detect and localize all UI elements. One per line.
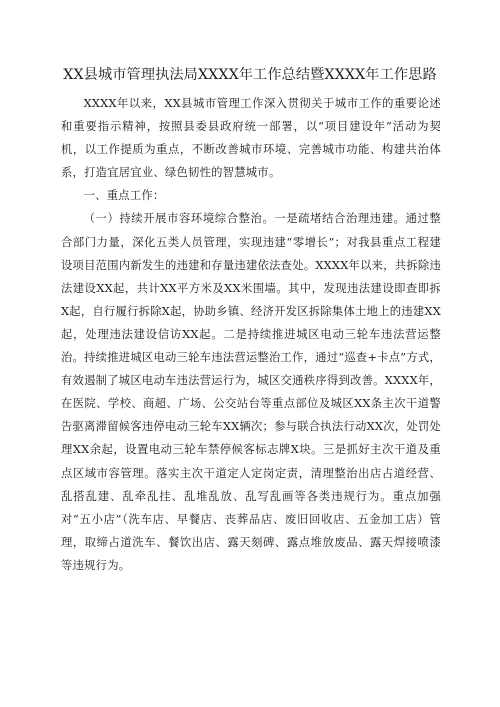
document-title: XX县城市管理执法局XXXX年工作总结暨XXXX年工作思路 (63, 67, 437, 83)
section-heading: 一、重点工作： (83, 189, 165, 203)
section-paragraph: （一）持续开展市容环境综合整治。一是疏堵结合治理违建。通过整合部门力量，深化五类人员管理，实现违建“零增长”；对我县重点工程建设项目范围内新发生的违建和存量违建依法查处。XXXX年以来，共拆除违法建设XX起，共计XX平方米及XX米围墙。其中，发现违法建设即查即拆X起，自行履行拆除X起，协助乡镇、经济开发区拆除集体土地上的违建XX起，处理违法建设信访XX起。二是持续推进城区电动三轮车违法营运整治。持续推进城区电动三轮车违法营运整治工作，通过“巡查+卡点”方式，有效遏制了城区电动车违法营运行为，城区交通秩序得到改善。XXXX年，在医院、学校、商超、广场、公交站台等重点部位及城区XX条主次干道警告驱离滞留候客违停电动三轮车XX辆次；参与联合执法行动XX次，处罚处理XX余起，设置电动三轮车禁停候客标志牌X块。三是抓好主次干道及重点区域市容管理。落实主次干道定人定岗定责，清理整治出店占道经营、乱搭乱建、乱牵乱挂、乱堆乱放、乱写乱画等各类违规行为。重点加强对“五小店”（洗车店、早餐店、丧葬品店、废旧回收店、五金加工店）管理，取缔占道洗车、餐饮出店、露天刻碑、露点堆放废品、露天焊接喷漆等违规行为。 (61, 212, 441, 572)
document-body (61, 92, 441, 577)
intro-paragraph: XXXX年以来，XX县城市管理工作深入贯彻关于城市工作的重要论述和重要指示精神，按照县委县政府统一部署，以“项目建设年”活动为契机，以工作提质为重点，不断改善城市环境、完善城市功能、构建共治体系，打造宜居宜业、绿色韧性的智慧城市。 (61, 97, 441, 180)
